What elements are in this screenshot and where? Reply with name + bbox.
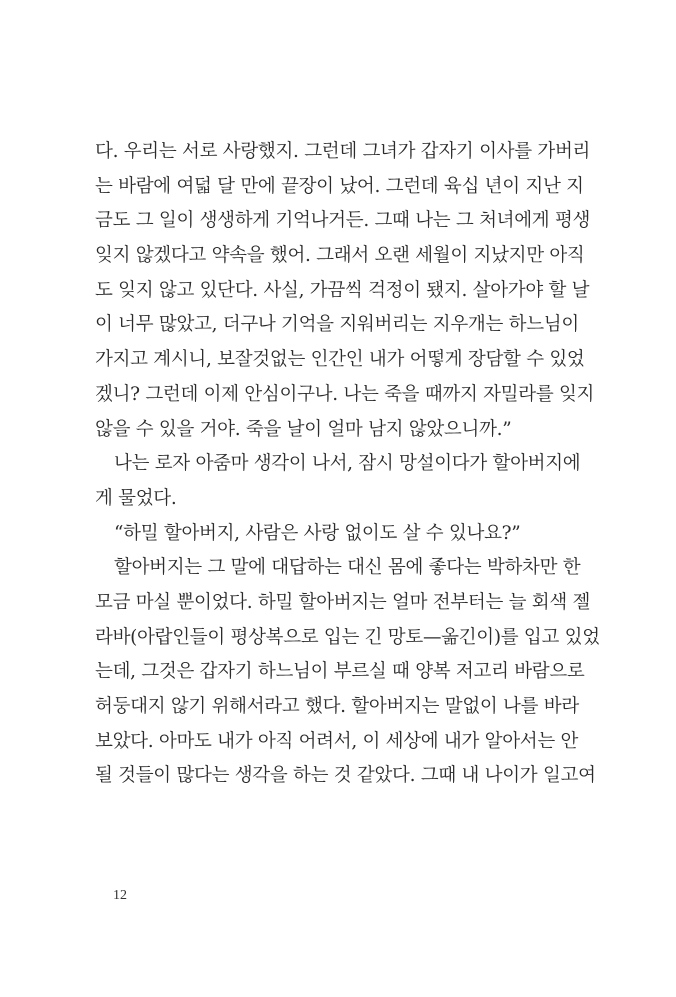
text-line: 는 바람에 여덟 달 만에 끝장이 났어. 그런데 육십 년이 지난 지	[95, 175, 584, 197]
text-line: 게 물었다.	[95, 487, 177, 509]
text-line: 잊지 않겠다고 약속을 했어. 그래서 오랜 세월이 지났지만 아직	[95, 245, 585, 267]
text-line: 나는 로자 아줌마 생각이 나서, 잠시 망설이다가 할아버지에	[114, 453, 581, 475]
text-line: 는데, 그것은 갑자기 하느님이 부르실 때 양복 저고리 바람으로	[95, 661, 585, 683]
text-line: 가지고 계시니, 보잘것없는 인간인 내가 어떻게 장담할 수 있었	[95, 349, 585, 371]
text-line: 도 잊지 않고 있단다. 사실, 가끔씩 걱정이 됐지. 살아가야 할 날	[95, 279, 590, 301]
text-line: 허둥대지 않기 위해서라고 했다. 할아버지는 말없이 나를 바라	[95, 696, 579, 717]
page-number: 12	[113, 888, 127, 903]
text-line: 금도 그 일이 생생하게 기억나거든. 그때 나는 그 처녀에게 평생	[95, 210, 591, 232]
page-body	[95, 135, 600, 794]
text-line: 할아버지는 그 말에 대답하는 대신 몸에 좋다는 박하차만 한	[114, 557, 581, 579]
text-line: 될 것들이 많다는 생각을 하는 것 같았다. 그때 내 나이가 일고여	[95, 765, 596, 787]
text-line: 이 너무 많았고, 더구나 기억을 지워버리는 지우개는 하느님이	[95, 314, 579, 336]
text-line: 보았다. 아마도 내가 아직 어려서, 이 세상에 내가 알아서는 안	[95, 730, 579, 752]
text-line: 다. 우리는 서로 사랑했지. 그런데 그녀가 갑자기 이사를 가버리	[95, 141, 591, 162]
text-line: 모금 마실 뿐이었다. 하밀 할아버지는 얼마 전부터는 늘 회색 젤	[95, 591, 591, 613]
text-line: 겠니? 그런데 이제 안심이구나. 나는 죽을 때까지 자밀라를 잊지	[95, 383, 595, 405]
text-line: 않을 수 있을 거야. 죽을 날이 얼마 남지 않았으니까.”	[95, 418, 512, 440]
text-line: 라바(아랍인들이 평상복으로 입는 긴 망토—옮긴이)를 입고 있었	[95, 626, 600, 648]
text-line: “하밀 할아버지, 사람은 사랑 없이도 살 수 있나요?”	[114, 522, 521, 544]
